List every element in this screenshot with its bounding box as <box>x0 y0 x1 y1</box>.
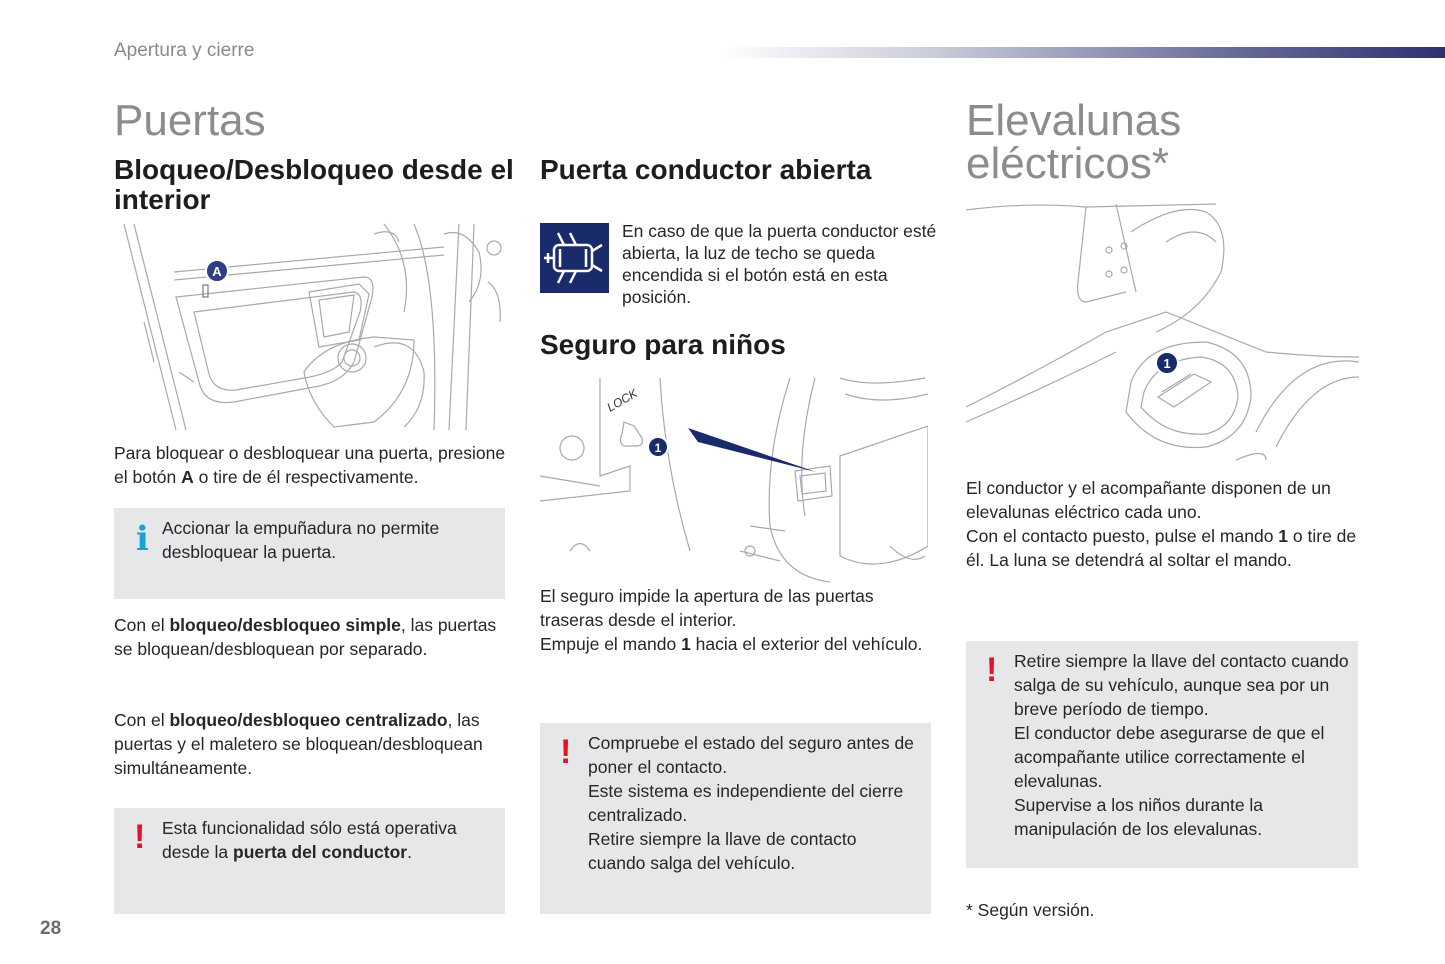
para-bloquear-bold: A <box>181 467 194 487</box>
warning-box-1 <box>114 808 505 914</box>
para-simple-text-1: Con el <box>114 615 170 635</box>
para-seguro-2 <box>540 632 935 656</box>
child-lock-drawing <box>540 376 928 584</box>
info-icon: i <box>136 519 149 559</box>
label-1-text: 1 <box>654 441 662 455</box>
warning-icon: ! <box>134 818 146 856</box>
warning-text-1-a: Esta funcionalidad sólo está operativa desde la <box>162 818 457 862</box>
para-centralizado-text-2: , las puertas y el maletero se bloquean/desbloquean simultáneamente. <box>114 710 483 778</box>
info-note: Accionar la empuñadura no permite desbloquear la puerta. <box>162 518 440 562</box>
label-1-text: 1 <box>1163 356 1171 371</box>
door-open-icon <box>540 223 609 293</box>
para-centralizado-bold: bloqueo/desbloqueo centralizado <box>169 710 448 730</box>
para-simple-text-2: , las puertas se bloquean/desbloquean por separado. <box>114 615 497 659</box>
warning-text-1-bold: puerta del conductor <box>233 842 408 862</box>
door-illustration <box>114 222 502 430</box>
warning-icon: ! <box>560 733 572 771</box>
section-title: Apertura y cierre <box>114 40 255 61</box>
warning-box-2 <box>540 723 931 914</box>
lock-button-a <box>203 285 208 297</box>
footnote: * Según versión. <box>966 900 1095 920</box>
door-open-text: En caso de que la puerta conductor esté abierta, la luz de techo se queda encendida si el botón está en esta posición. <box>622 221 937 307</box>
page-title-elevalunas-2: eléctricos* <box>966 139 1169 188</box>
para-centralizado <box>114 708 509 780</box>
warning-icon: ! <box>986 651 998 689</box>
page-title-puertas: Puertas <box>114 96 266 145</box>
para-simple-bold: bloqueo/desbloqueo simple <box>169 615 401 635</box>
subtitle-puerta-conductor: Puerta conductor abierta <box>540 154 872 185</box>
para-elevalunas-2-c: o tire de él. La luna se detendrá al soltar el mando. <box>966 526 1357 570</box>
warning-3-line-3: Supervise a los niños durante la manipulación de los elevalunas. <box>1014 795 1264 839</box>
para-simple <box>114 613 509 661</box>
para-bloquear-text-1: Para bloquear o desbloquear una puerta, presione el botón <box>114 443 506 487</box>
para-elevalunas-2-a: Con el contacto puesto, pulse el mando <box>966 526 1279 546</box>
info-box <box>114 508 505 599</box>
page-title-elevalunas-1: Elevalunas <box>966 96 1182 145</box>
label-a-text: A <box>212 264 222 279</box>
para-seguro-2-c: hacia el exterior del vehículo. <box>690 634 923 654</box>
para-seguro-2-bold: 1 <box>681 634 691 654</box>
warning-text-1 <box>162 816 492 864</box>
para-centralizado-text-1: Con el <box>114 710 170 730</box>
window-switch-illustration <box>966 202 1359 466</box>
warning-2-line-2: Este sistema es independiente del cierre centralizado. <box>588 781 904 825</box>
warning-2-line-3: Retire siempre la llave de contacto cuando salga del vehículo. <box>588 829 857 873</box>
warning-text-3 <box>1014 649 1349 841</box>
warning-3-line-1: Retire siempre la llave del contacto cuando salga de su vehículo, aunque sea por un breve período de tiempo. <box>1014 651 1349 719</box>
para-elevalunas-2-bold: 1 <box>1278 526 1289 546</box>
para-elevalunas-1: El conductor y el acompañante disponen de un elevalunas eléctrico cada uno. <box>966 478 1331 522</box>
child-lock-illustration <box>540 376 928 584</box>
para-elevalunas-2 <box>966 524 1366 572</box>
warning-text-1-c: . <box>407 842 412 862</box>
lock-label: LOCK <box>604 386 640 415</box>
warning-box-3 <box>966 641 1358 868</box>
para-bloquear <box>114 441 509 489</box>
para-seguro-2-a: Empuje el mando <box>540 634 682 654</box>
warning-3-line-2: El conductor debe asegurarse de que el acompañante utilice correctamente el elevalunas. <box>1014 723 1325 791</box>
window-switch-drawing <box>966 202 1359 466</box>
door-drawing <box>114 222 502 430</box>
page-number: 28 <box>40 918 62 939</box>
warning-2-line-1: Compruebe el estado del seguro antes de poner el contacto. <box>588 733 914 777</box>
header-bar <box>720 47 1445 58</box>
warning-text-2 <box>588 731 918 875</box>
para-bloquear-text-2: o tire de él respectivamente. <box>193 467 419 487</box>
subtitle-bloqueo: Bloqueo/Desbloqueo desde el interior <box>114 154 514 215</box>
para-seguro-1: El seguro impide la apertura de las puertas traseras desde el interior. <box>540 586 874 630</box>
pointer-arrow <box>688 428 816 472</box>
subtitle-seguro-ninos: Seguro para niños <box>540 329 786 360</box>
